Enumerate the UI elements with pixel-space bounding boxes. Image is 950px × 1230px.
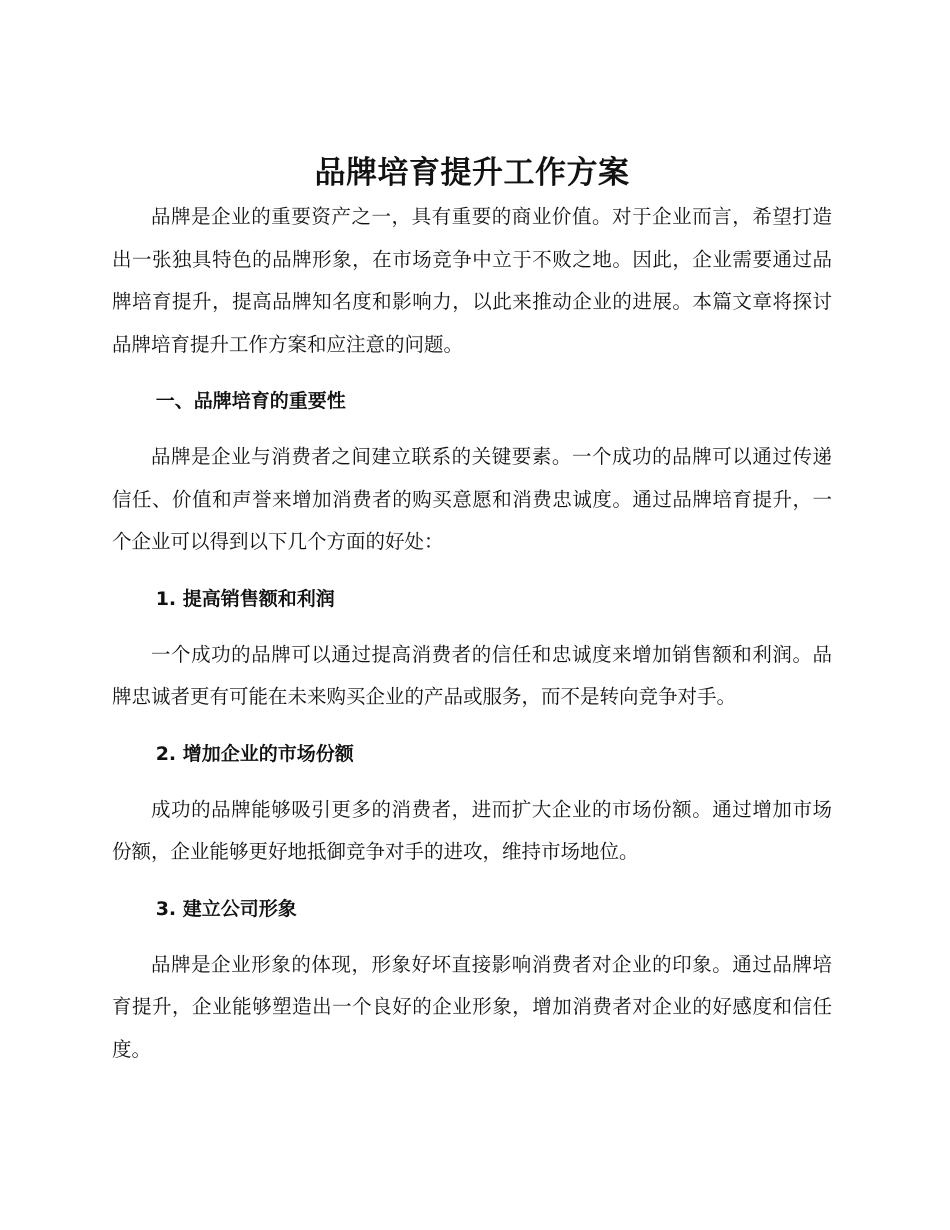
intro-paragraph: 品牌是企业的重要资产之一，具有重要的商业价值。对于企业而言，希望打造出一张独具特色的品牌形象，在市场竞争中立于不败之地。因此，企业需要通过品牌培育提升，提高品牌知名度和影响力，以此来推动企业的进展。本篇文章将探讨品牌培育提升工作方案和应注意的问题。 — [112, 205, 832, 356]
document-title: 品牌培育提升工作方案 — [314, 155, 630, 191]
item-heading-company-image: 3. 建立公司形象 — [155, 897, 297, 920]
item-paragraph-sales: 一个成功的品牌可以通过提高消费者的信任和忠诚度来增加销售额和利润。品牌忠诚者更有可能在未来购买企业的产品或服务，而不是转向竞争对手。 — [112, 642, 832, 708]
item-paragraph-company-image: 品牌是企业形象的体现，形象好坏直接影响消费者对企业的印象。通过品牌培育提升，企业能够塑造出一个良好的企业形象，增加消费者对企业的好感度和信任度。 — [112, 952, 832, 1061]
section-heading-importance: 一、品牌培育的重要性 — [155, 390, 346, 412]
item-paragraph-market-share: 成功的品牌能够吸引更多的消费者，进而扩大企业的市场份额。通过增加市场份额，企业能够更好地抵御竞争对手的进攻，维持市场地位。 — [112, 797, 832, 863]
item-heading-market-share: 2. 增加企业的市场份额 — [155, 742, 354, 765]
section-paragraph-importance: 品牌是企业与消费者之间建立联系的关键要素。一个成功的品牌可以通过传递信任、价值和声誉来增加消费者的购买意愿和消费忠诚度。通过品牌培育提升，一个企业可以得到以下几个方面的好处： — [112, 445, 832, 553]
item-heading-sales: 1. 提高销售额和利润 — [155, 587, 335, 610]
document-page — [112, 150, 832, 1085]
